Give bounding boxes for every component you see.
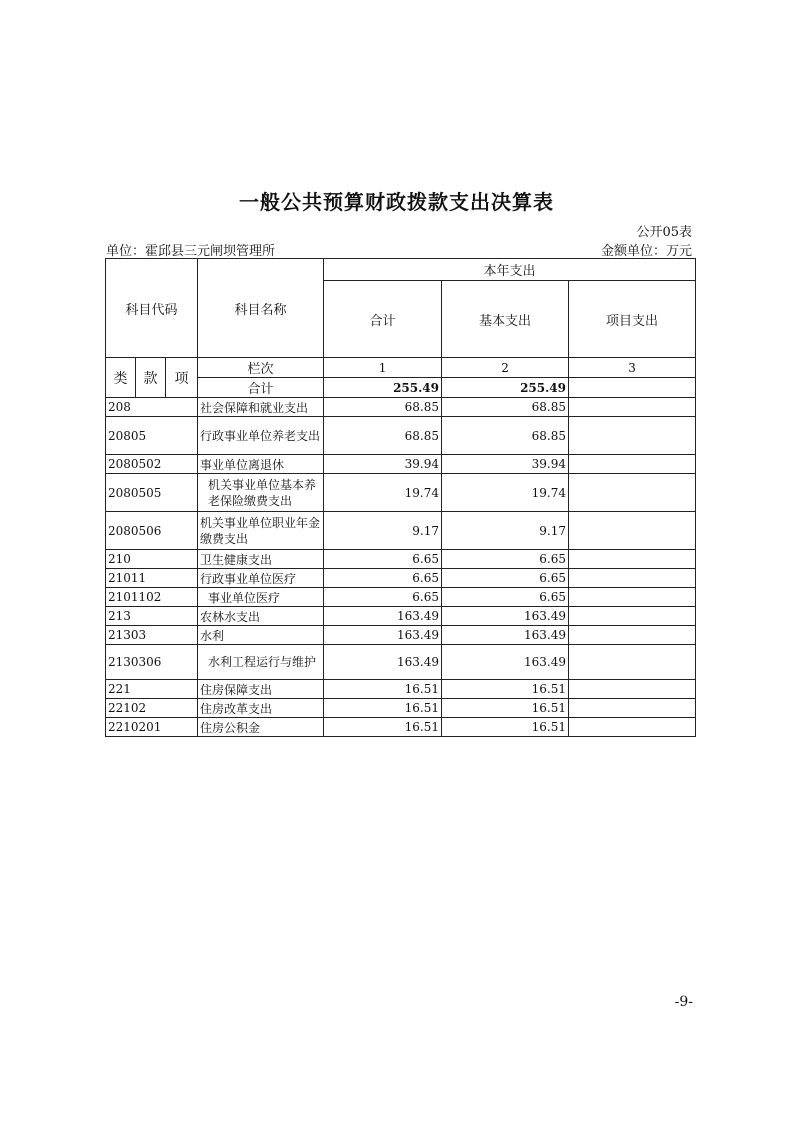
row-total: 16.51	[324, 718, 442, 737]
row-total: 68.85	[324, 417, 442, 455]
row-code: 2130306	[106, 645, 198, 680]
table-row	[106, 512, 696, 550]
column-number-3: 3	[569, 358, 696, 378]
row-project	[569, 588, 696, 607]
column-number-2: 2	[442, 358, 569, 378]
row-basic: 68.85	[442, 417, 569, 455]
row-basic: 6.65	[442, 550, 569, 569]
row-basic: 6.65	[442, 588, 569, 607]
table-row	[106, 417, 696, 455]
row-project	[569, 417, 696, 455]
header-year-total: 本年支出	[324, 259, 696, 281]
row-basic: 68.85	[442, 398, 569, 417]
row-name: 社会保障和就业支出	[198, 398, 324, 417]
table-row	[106, 645, 696, 680]
table-row	[106, 680, 696, 699]
table-row	[106, 699, 696, 718]
page-number: -9-	[674, 994, 693, 1010]
row-total: 6.65	[324, 569, 442, 588]
row-project	[569, 680, 696, 699]
row-code: 2101102	[106, 588, 198, 607]
row-total: 9.17	[324, 512, 442, 550]
row-total: 6.65	[324, 550, 442, 569]
page-title: 一般公共预算财政拨款支出决算表	[239, 190, 554, 214]
total-row-total: 255.49	[324, 378, 442, 398]
table-row	[106, 718, 696, 737]
row-name: 事业单位离退休	[198, 455, 324, 474]
table-row	[106, 550, 696, 569]
row-basic: 16.51	[442, 718, 569, 737]
header-class: 类	[106, 358, 136, 398]
row-basic: 16.51	[442, 680, 569, 699]
row-name: 机关事业单位职业年金缴费支出	[198, 512, 324, 550]
row-code: 2080505	[106, 474, 198, 512]
row-total: 6.65	[324, 588, 442, 607]
row-total: 16.51	[324, 680, 442, 699]
amount-unit-label: 金额单位：万元	[600, 244, 692, 259]
header-project: 项目支出	[569, 281, 696, 358]
header-xiang: 项	[166, 358, 198, 398]
row-basic: 16.51	[442, 699, 569, 718]
row-basic: 6.65	[442, 569, 569, 588]
row-name: 事业单位医疗	[198, 588, 324, 607]
table-row	[106, 588, 696, 607]
table-row	[106, 398, 696, 417]
form-number: 公开05表	[636, 225, 692, 240]
total-row-project	[569, 378, 696, 398]
row-basic: 163.49	[442, 626, 569, 645]
row-project	[569, 626, 696, 645]
row-name: 农林水支出	[198, 607, 324, 626]
column-number-1: 1	[324, 358, 442, 378]
row-basic: 163.49	[442, 645, 569, 680]
row-total: 16.51	[324, 699, 442, 718]
expenditure-table	[105, 258, 696, 737]
header-total: 合计	[324, 281, 442, 358]
row-name: 住房公积金	[198, 718, 324, 737]
table-row	[106, 607, 696, 626]
row-project	[569, 569, 696, 588]
row-code: 221	[106, 680, 198, 699]
row-name: 机关事业单位基本养老保险缴费支出	[198, 474, 324, 512]
header-lanci: 栏次	[198, 358, 324, 378]
row-basic: 19.74	[442, 474, 569, 512]
row-total: 19.74	[324, 474, 442, 512]
header-basic: 基本支出	[442, 281, 569, 358]
row-project	[569, 718, 696, 737]
row-code: 208	[106, 398, 198, 417]
row-project	[569, 512, 696, 550]
table-row	[106, 474, 696, 512]
row-total: 163.49	[324, 645, 442, 680]
row-code: 2210201	[106, 718, 198, 737]
row-name: 水利工程运行与维护	[198, 645, 324, 680]
row-project	[569, 398, 696, 417]
row-code: 21011	[106, 569, 198, 588]
row-total: 163.49	[324, 626, 442, 645]
header-kuan: 款	[136, 358, 166, 398]
row-code: 21303	[106, 626, 198, 645]
header-code: 科目代码	[106, 259, 198, 358]
row-code: 2080506	[106, 512, 198, 550]
row-code: 22102	[106, 699, 198, 718]
row-name: 住房改革支出	[198, 699, 324, 718]
row-name: 卫生健康支出	[198, 550, 324, 569]
row-total: 163.49	[324, 607, 442, 626]
row-project	[569, 550, 696, 569]
header-name: 科目名称	[198, 259, 324, 358]
row-name: 水利	[198, 626, 324, 645]
total-row-label: 合计	[198, 378, 324, 398]
row-name: 住房保障支出	[198, 680, 324, 699]
unit-label: 单位：霍邱县三元闸坝管理所	[106, 244, 276, 259]
row-project	[569, 645, 696, 680]
table-row	[106, 569, 696, 588]
row-name: 行政事业单位医疗	[198, 569, 324, 588]
row-code: 210	[106, 550, 198, 569]
row-project	[569, 607, 696, 626]
table-row	[106, 626, 696, 645]
row-total: 39.94	[324, 455, 442, 474]
row-basic: 39.94	[442, 455, 569, 474]
row-total: 68.85	[324, 398, 442, 417]
row-code: 213	[106, 607, 198, 626]
row-project	[569, 474, 696, 512]
total-row-basic: 255.49	[442, 378, 569, 398]
row-project	[569, 455, 696, 474]
table-row	[106, 455, 696, 474]
row-basic: 9.17	[442, 512, 569, 550]
row-code: 20805	[106, 417, 198, 455]
row-name: 行政事业单位养老支出	[198, 417, 324, 455]
row-basic: 163.49	[442, 607, 569, 626]
row-code: 2080502	[106, 455, 198, 474]
row-project	[569, 699, 696, 718]
